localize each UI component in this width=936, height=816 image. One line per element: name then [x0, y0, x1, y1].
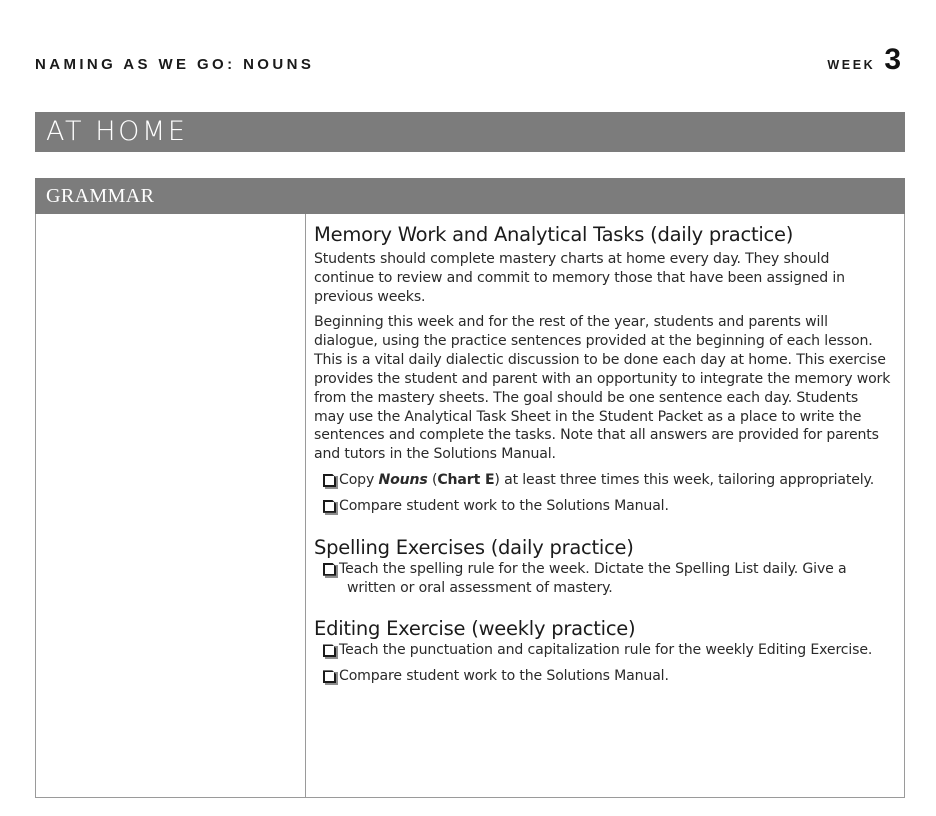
checkbox-face	[323, 644, 336, 657]
task-heading: Editing Exercise (weekly practice)	[314, 617, 636, 641]
checklist-item-text-run: Chart E	[437, 471, 495, 488]
checklist-item[interactable]	[314, 641, 892, 660]
checklist-item[interactable]	[314, 471, 892, 490]
checklist-item-text-run: Nouns	[378, 471, 428, 488]
checklist-item[interactable]	[314, 560, 892, 598]
task-heading: Spelling Exercises (daily practice)	[314, 535, 634, 559]
checklist-item-label	[339, 498, 669, 514]
checkbox-face	[323, 500, 336, 513]
checkbox-icon[interactable]	[323, 474, 336, 487]
checkbox-face	[323, 563, 336, 576]
checklist-item-text-run: Compare student work to the Solutions Manual.	[339, 497, 669, 514]
section-banner-label: AT HOME	[46, 116, 188, 147]
checklist-item-label	[339, 561, 846, 596]
checklist-item-text-run: Compare student work to the Solutions Manual.	[339, 668, 669, 685]
task-heading: Memory Work and Analytical Tasks (daily practice)	[314, 223, 794, 246]
checklist-item-text-run: (	[427, 471, 438, 488]
checklist-item-text-run: Teach the punctuation and capitalization rule for the weekly Editing Exercise.	[339, 642, 873, 659]
body-paragraph: Students should complete mastery charts at home every day. They should continue to review and commit to memory those that have been assigned in previous weeks.	[314, 251, 845, 305]
week-indicator	[827, 45, 901, 75]
checkbox-icon[interactable]	[323, 644, 336, 657]
grammar-table-header	[35, 178, 905, 214]
lesson-title: NAMING AS WE GO: NOUNS	[35, 56, 315, 73]
checklist-item-label	[339, 472, 874, 488]
checkbox-face	[323, 474, 336, 487]
running-header	[35, 45, 901, 75]
grammar-table-body	[35, 214, 905, 798]
checkbox-face	[323, 670, 336, 683]
grammar-table-left-column	[36, 214, 306, 797]
checklist-item-text-run: Copy	[339, 471, 379, 488]
checklist-item-label	[339, 642, 872, 658]
checklist-item-text-run: Teach the spelling rule for the week. Dictate the Spelling List daily. Give a written or oral assessment of mastery.	[339, 560, 847, 596]
checklist-item[interactable]	[314, 497, 892, 516]
week-number: 3	[884, 43, 901, 76]
checkbox-icon[interactable]	[323, 670, 336, 683]
checklist-item-label	[339, 668, 669, 684]
checklist-item-text-run: ) at least three times this week, tailoring appropriately.	[494, 471, 875, 488]
grammar-table-content-column	[306, 214, 904, 797]
grammar-table	[35, 178, 905, 798]
checkbox-icon[interactable]	[323, 563, 336, 576]
checkbox-icon[interactable]	[323, 500, 336, 513]
week-label: WEEK	[827, 58, 876, 72]
grammar-table-header-label: GRAMMAR	[46, 185, 155, 207]
body-paragraph: Beginning this week and for the rest of the year, students and parents will dialogue, using the practice sentences provided at the beginning of each lesson. This is a vital daily dialectic discussion to be done each day at home. This exercise provides the student and parent with an opportunity to integrate the memory work from the mastery sheets. The goal should be one sentence each day. Students may use the Analytical Task Sheet in the Student Packet as a place to write the sentences and complete the tasks. Note that all answers are provided for parents and tutors in the Solutions Manual.	[314, 314, 891, 463]
checklist-item[interactable]	[314, 667, 892, 686]
section-banner	[35, 112, 905, 152]
